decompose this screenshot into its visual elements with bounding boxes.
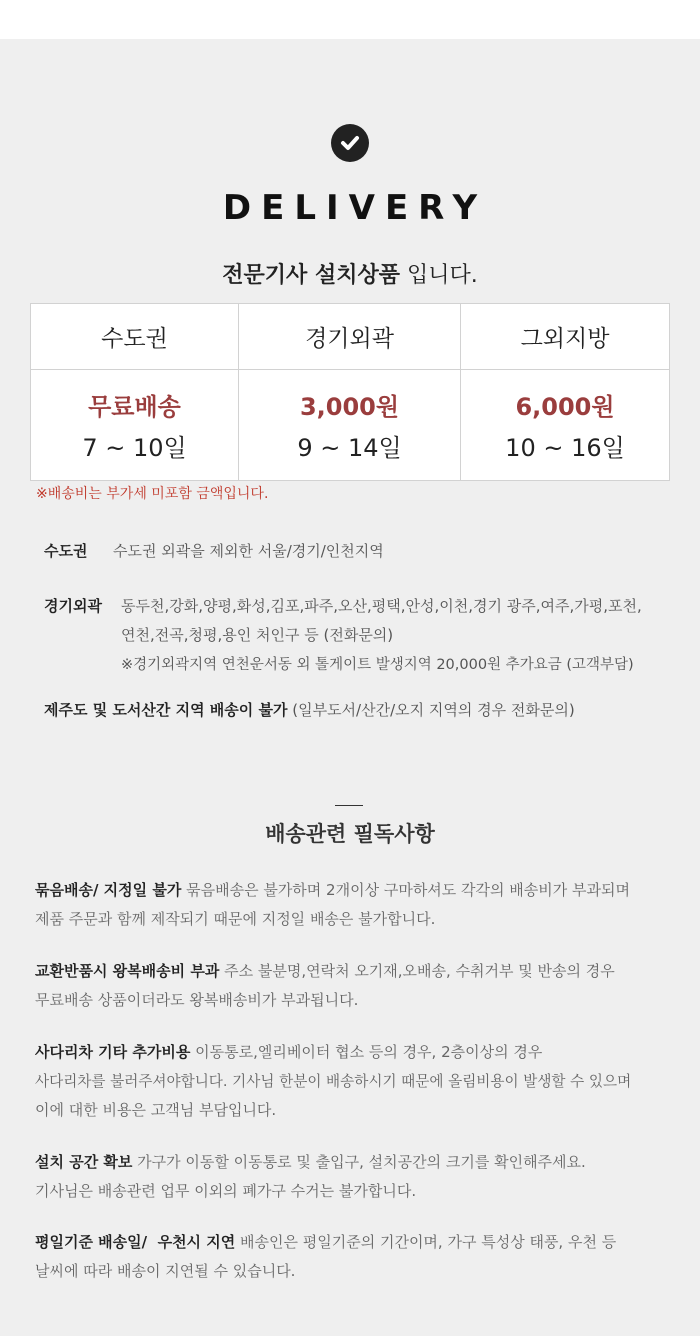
notice-label: 설치 공간 확보 <box>35 1153 133 1171</box>
delivery-days: 7 ~ 10일 <box>82 434 187 462</box>
notice-text: 이에 대한 비용은 고객님 부담입니다. <box>35 1101 277 1119</box>
region-label-outer: 경기외곽 <box>44 597 102 615</box>
table-header-row <box>31 304 670 370</box>
notice-text: 날씨에 따라 배송이 지연될 수 있습니다. <box>35 1262 296 1280</box>
notice-text: 묶음배송은 불가하며 2개이상 구마하셔도 각각의 배송비가 부과되며 <box>181 881 630 899</box>
region-text-outer: 연천,전곡,청평,용인 처인구 등 (전화문의) <box>121 626 394 644</box>
notice-item <box>35 1038 685 1125</box>
notice-item <box>35 1228 685 1286</box>
page-title: DELIVERY <box>222 188 488 228</box>
check-circle-icon <box>331 124 369 162</box>
jeju-text: (일부도서/산간/오지 지역의 경우 전화문의) <box>287 701 575 719</box>
notice-text: 무료배송 상품이더라도 왕복배송비가 부과됩니다. <box>35 991 359 1009</box>
column-header: 경기외곽 <box>239 304 461 370</box>
vat-note: ※배송비는 부가세 미포함 금액입니다. <box>36 486 269 502</box>
column-header: 그외지방 <box>461 304 670 370</box>
region-text-outer: 동두천,강화,양평,화성,김포,파주,오산,평택,안성,이천,경기 광주,여주,가평,포천, <box>121 597 642 615</box>
table-cell <box>239 370 461 481</box>
subtitle-bold: 전문기사 설치상품 <box>222 263 400 288</box>
delivery-rate-table <box>30 303 670 481</box>
region-label-metro: 수도권 <box>44 542 88 560</box>
jeju-label: 제주도 및 도서산간 지역 배송이 불가 <box>44 701 288 719</box>
notice-label: 교환반품시 왕복배송비 부과 <box>35 962 220 980</box>
region-text-metro: 수도권 외곽을 제외한 서울/경기/인천지역 <box>113 542 384 560</box>
shipping-price: 3,000원 <box>299 393 400 421</box>
delivery-days: 9 ~ 14일 <box>297 434 402 462</box>
notice-label: 평일기준 배송일/ 우천시 지연 <box>35 1233 236 1251</box>
notice-section-title: 배송관련 필독사항 <box>265 822 435 846</box>
notice-text: 이동통로,엘리베이터 협소 등의 경우, 2층이상의 경우 <box>190 1043 543 1061</box>
shipping-price: 무료배송 <box>88 393 181 421</box>
notice-item <box>35 1148 685 1206</box>
subtitle <box>0 258 700 289</box>
notice-text: 사다리차를 불러주셔야합니다. 기사님 한분이 배송하시기 때문에 올림비용이 발생할 수 있으며 <box>35 1073 632 1090</box>
notice-text: 배송인은 평일기준의 기간이며, 가구 특성상 태풍, 우천 등 <box>235 1233 617 1251</box>
region-label-jeju <box>44 699 575 720</box>
region-note-outer: ※경기외곽지역 연천운서동 외 톨게이트 발생지역 20,000원 추가요금 (고객부담) <box>121 657 634 673</box>
notice-text: 기사님은 배송관련 업무 이외의 폐가구 수거는 불가합니다. <box>35 1182 417 1200</box>
table-cell <box>31 370 239 481</box>
table-cell <box>461 370 670 481</box>
delivery-panel <box>0 39 700 1336</box>
notice-label: 사다리차 기타 추가비용 <box>35 1043 191 1061</box>
column-header: 수도권 <box>31 304 239 370</box>
section-divider <box>335 805 363 806</box>
notice-item <box>35 876 685 934</box>
notice-text: 주소 불분명,연락처 오기재,오배송, 수취거부 및 반송의 경우 <box>219 962 615 980</box>
top-white-bar <box>0 0 700 39</box>
subtitle-rest: 입니다. <box>399 263 478 288</box>
notice-text: 가구가 이동할 이동통로 및 출입구, 설치공간의 크기를 확인해주세요. <box>132 1153 586 1171</box>
delivery-days: 10 ~ 16일 <box>505 434 625 462</box>
notice-item <box>35 957 685 1015</box>
shipping-price: 6,000원 <box>515 393 615 421</box>
table-row <box>31 370 670 481</box>
notice-label: 묶음배송/ 지정일 불가 <box>35 881 182 899</box>
notice-text: 제품 주문과 함께 제작되기 때문에 지정일 배송은 불가합니다. <box>35 910 436 928</box>
